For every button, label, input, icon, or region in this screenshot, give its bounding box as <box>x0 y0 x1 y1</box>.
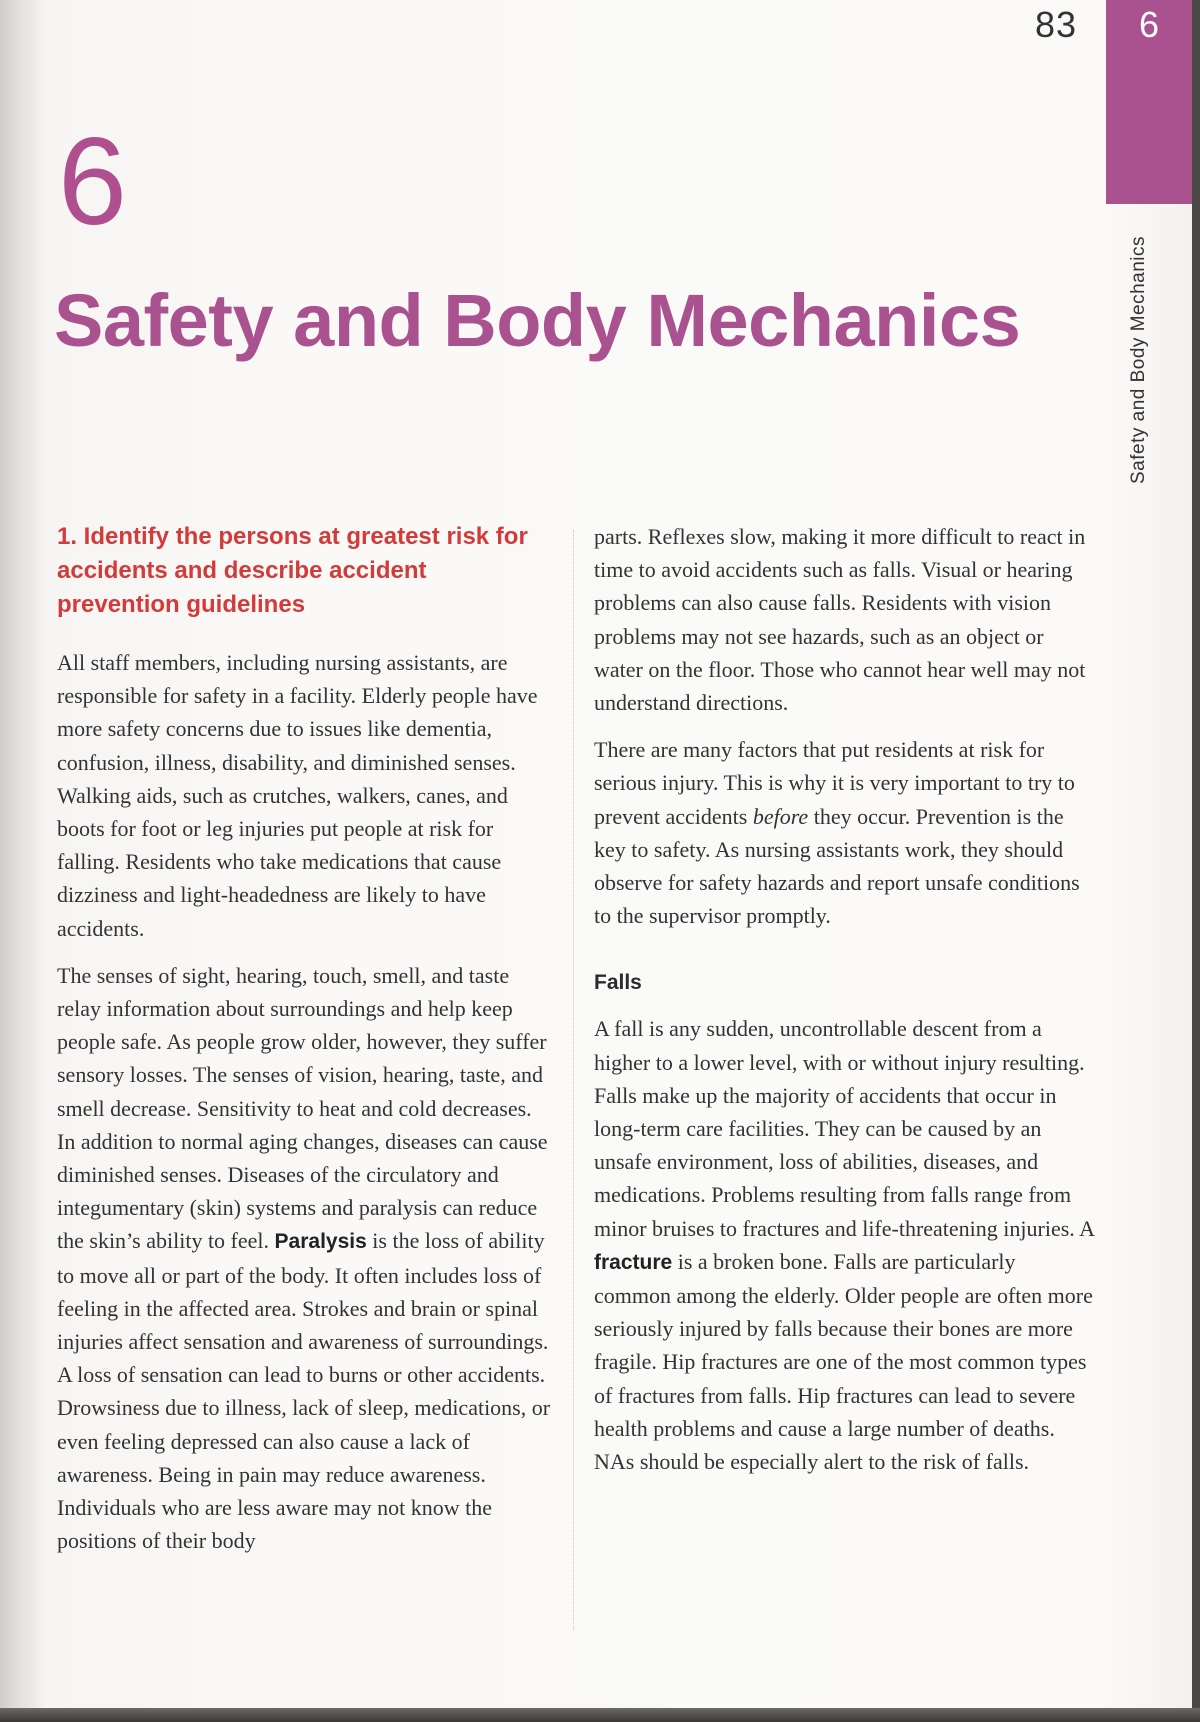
emphasis-text: before <box>752 803 809 829</box>
key-term-paralysis: Paralysis <box>274 1230 367 1254</box>
paragraph-text: is the loss of ability to move all or part of the body. It often includes loss of feeling in the affected area. Strokes and brain or spinal injuries affect sensation and awareness of surroundings. A loss of sensation can lead to burns or other accidents. Drowsiness due to illness, lack of sleep, medications, or even feeling depressed can also cause a lack of awareness. Being in pain may reduce awareness. Individuals who are less aware may not know the positions of their body <box>57 1228 551 1554</box>
paragraph-text: There are many factors that put residents at risk for serious injury. This is why it is very important to try to prevent accidents <box>594 737 1075 829</box>
paragraph-text: The senses of sight, hearing, touch, smell, and taste relay information about surroundings and help keep people safe. As people grow older, however, they suffer sensory losses. The senses of vision, hearing, taste, and smell decrease. Sensitivity to heat and cold decreases. In addition to normal aging changes, diseases can cause diminished senses. Diseases of the circulatory and integumentary (skin) systems and paralysis can reduce the skin’s ability to feel. <box>57 962 548 1254</box>
page-right-edge <box>1192 0 1200 1722</box>
page-bottom-edge <box>0 1708 1200 1722</box>
paragraph <box>594 1012 1094 1478</box>
page-gutter-shadow <box>0 0 46 1722</box>
chapter-tab <box>1106 0 1192 204</box>
paragraph-text: A fall is any sudden, uncontrollable descent from a higher to a lower level, with or without injury resulting. Falls make up the majority of accidents that occur in long-term care facilities. They can be caused by an unsafe environment, loss of abilities, diseases, and medications. Problems resulting from falls range from minor bruises to fractures and life-threatening injuries. A <box>594 1016 1094 1241</box>
section-heading: 1. Identify the persons at greatest risk for accidents and describe accident prevention guidelines <box>57 523 528 618</box>
subheading-falls: Falls <box>594 971 642 995</box>
chapter-number: 6 <box>58 113 127 251</box>
chapter-title: Safety and Body Mechanics <box>54 279 1021 362</box>
paragraph: parts. Reflexes slow, making it more difficult to react in time to avoid accidents such as falls. Visual or hearing problems can also cause falls. Residents with vision problems may not see hazards, such as an object or water on the floor. Those who cannot hear well may not understand directions. <box>594 524 1086 716</box>
page-number: 83 <box>1035 4 1078 45</box>
column-divider <box>573 530 574 1630</box>
key-term-fracture: fracture <box>594 1250 673 1274</box>
running-head-text: Safety and Body Mechanics <box>1128 235 1149 484</box>
paragraph-text: is a broken bone. Falls are particularly common among the elderly. Older people are often more seriously injured by falls because their bones are more fragile. Hip fractures are one of the most common types of fractures from falls. Hip fractures can lead to severe health problems and cause a large number of deaths. NAs should be especially alert to the risk of falls. <box>594 1248 1093 1475</box>
paragraph: All staff members, including nursing assistants, are responsible for safety in a facility. Elderly people have more safety concerns due to issues like dementia, confusion, illness, disability, and diminished senses. Walking aids, such as crutches, walkers, canes, and boots for foot or leg injuries put people at risk for falling. Residents who take medications that cause dizziness and light-headedness are likely to have accidents. <box>57 650 538 941</box>
chapter-tab-number: 6 <box>1138 4 1160 45</box>
running-head-vertical <box>1128 224 1168 484</box>
paragraph <box>594 733 1094 932</box>
left-column <box>57 520 552 1571</box>
paragraph <box>57 959 552 1558</box>
paragraph-text: they occur. Prevention is the key to safety. As nursing assistants work, they should observe for safety hazards and report unsafe conditions to the supervisor promptly. <box>594 803 1080 929</box>
right-column <box>594 520 1094 1492</box>
